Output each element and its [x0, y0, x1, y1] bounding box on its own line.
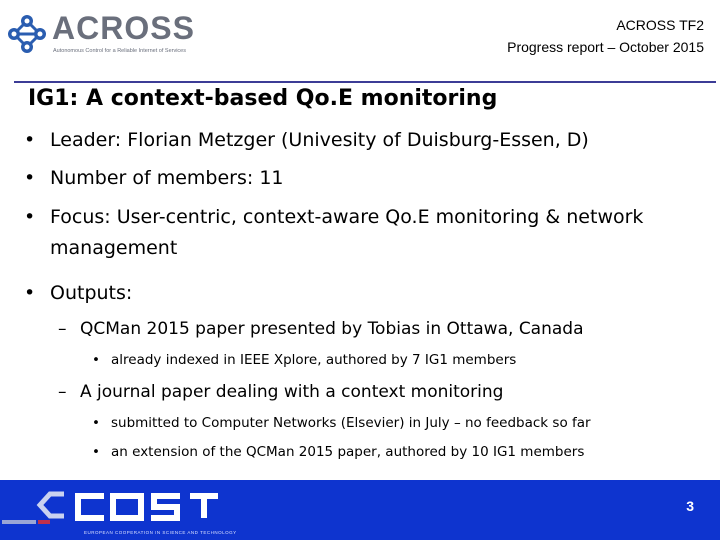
dash-marker: – — [58, 319, 67, 339]
detail-text: submitted to Computer Networks (Elsevier) in July – no feedback so far — [111, 415, 591, 431]
bullet-marker: • — [24, 129, 36, 151]
bullet-marker: • — [24, 167, 36, 189]
output-text: A journal paper dealing with a context monitoring — [80, 382, 504, 402]
bullet-members — [24, 163, 704, 194]
dash-marker: – — [58, 382, 67, 402]
network-icon — [6, 14, 48, 54]
bullet-outputs — [24, 278, 704, 309]
bullet-marker: • — [92, 444, 100, 460]
logo-wordmark: ACROSS — [52, 10, 195, 46]
header-info — [507, 14, 704, 58]
bullet-marker: • — [24, 206, 36, 228]
footer-bar — [0, 480, 720, 540]
header-report: Progress report – October 2015 — [507, 39, 704, 55]
bullet-focus — [24, 202, 644, 264]
bullet-marker: • — [92, 415, 100, 431]
across-logo — [6, 8, 195, 58]
output-text: QCMan 2015 paper presented by Tobias in Ottawa, Canada — [80, 319, 584, 339]
page-number: 3 — [686, 498, 694, 514]
bullet-text: Outputs: — [50, 282, 133, 304]
bullet-text: Leader: Florian Metzger (Univesity of Duisburg-Essen, D) — [50, 129, 589, 151]
bullet-text: Number of members: 11 — [50, 167, 284, 189]
slide-title: IG1: A context-based Qo.E monitoring — [28, 86, 498, 111]
bullet-text: Focus: User-centric, context-aware Qo.E monitoring & network management — [50, 206, 644, 259]
detail-text: an extension of the QCMan 2015 paper, authored by 10 IG1 members — [111, 444, 585, 460]
detail-text: already indexed in IEEE Xplore, authored by 7 IG1 members — [111, 352, 517, 368]
cost-wordmark — [0, 486, 260, 530]
cost-logo — [0, 486, 260, 536]
bullet-leader — [24, 125, 704, 156]
output-detail — [92, 413, 591, 433]
bullet-marker: • — [92, 352, 100, 368]
bullet-marker: • — [24, 282, 36, 304]
header-project: ACROSS TF2 — [616, 17, 704, 33]
output-detail — [92, 350, 516, 370]
output-detail — [92, 442, 584, 462]
logo-tagline: Autonomous Control for a Reliable Internet of Services — [53, 48, 186, 54]
header-divider — [14, 81, 716, 83]
output-item — [58, 380, 503, 404]
cost-tagline: EUROPEAN COOPERATION IN SCIENCE AND TECHNOLOGY — [84, 530, 237, 535]
output-item — [58, 317, 584, 341]
